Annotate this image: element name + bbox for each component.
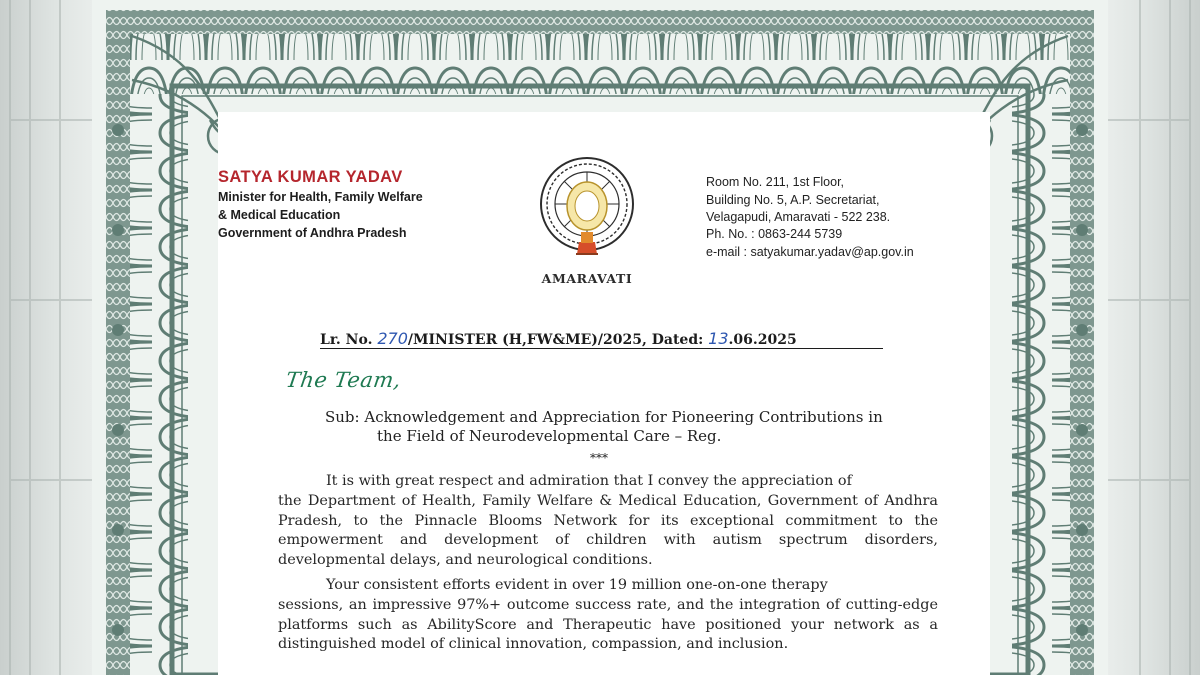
salutation-handwritten: The Team,	[284, 368, 403, 392]
phone-number: Ph. No. : 0863-244 5739	[706, 227, 843, 241]
address-line-3: Velagapudi, Amaravati - 522 238.	[706, 210, 891, 224]
ap-state-emblem-icon	[532, 154, 642, 272]
ref-date-rest: .06.2025	[728, 332, 797, 348]
letter-reference	[320, 329, 797, 348]
body-paragraph-1	[278, 472, 938, 571]
paragraph-1-rest: the Department of Health, Family Welfare & Medical Education, Government of Andhra Pradesh, to the Pinnacle Blooms Network for its exceptional commitment to the empowerment and development of children with autism spectrum disorders, developmental delays, and neurological conditions.	[278, 492, 938, 569]
designation-line-2: & Medical Education	[218, 208, 341, 222]
address-line-2: Building No. 5, A.P. Secretariat,	[706, 193, 880, 207]
ref-underline	[320, 348, 883, 349]
emblem-caption: AMARAVATI	[541, 271, 633, 286]
ref-prefix: Lr. No.	[320, 332, 373, 348]
background-right	[1108, 0, 1200, 675]
subject-line-2: the Field of Neurodevelopmental Care – Reg.	[377, 427, 722, 445]
paragraph-2-first-line: Your consistent efforts evident in over 19 million one-on-one therapy	[326, 577, 828, 593]
minister-name: SATYA KUMAR YADAV	[218, 168, 403, 186]
ref-middle: /MINISTER (H,FW&ME)/2025, Dated:	[407, 332, 704, 348]
subject-line-1: Sub: Acknowledgement and Appreciation for Pioneering Contributions in	[325, 408, 883, 426]
background-left	[0, 0, 92, 675]
designation-line-1: Minister for Health, Family Welfare	[218, 190, 423, 204]
address-line-1: Room No. 211, 1st Floor,	[706, 175, 845, 189]
email-address: e-mail : satyakumar.yadav@ap.gov.in	[706, 245, 914, 259]
separator-stars: ***	[590, 451, 608, 465]
subject-block	[325, 408, 945, 446]
ref-number-handwritten: 270	[377, 329, 408, 348]
designation-line-3: Government of Andhra Pradesh	[218, 226, 407, 240]
ref-day-handwritten: 13	[708, 329, 729, 348]
paragraph-1-first-line: It is with great respect and admiration that I convey the appreciation of	[326, 473, 852, 489]
paragraph-2-rest: sessions, an impressive 97%+ outcome success rate, and the integration of cutting-edge platforms such as AbilityScore and Therapeutic have positioned your network as a distinguished model of clinical innovation, compassion, and inclusion.	[278, 596, 938, 653]
body-paragraph-2	[278, 576, 938, 655]
